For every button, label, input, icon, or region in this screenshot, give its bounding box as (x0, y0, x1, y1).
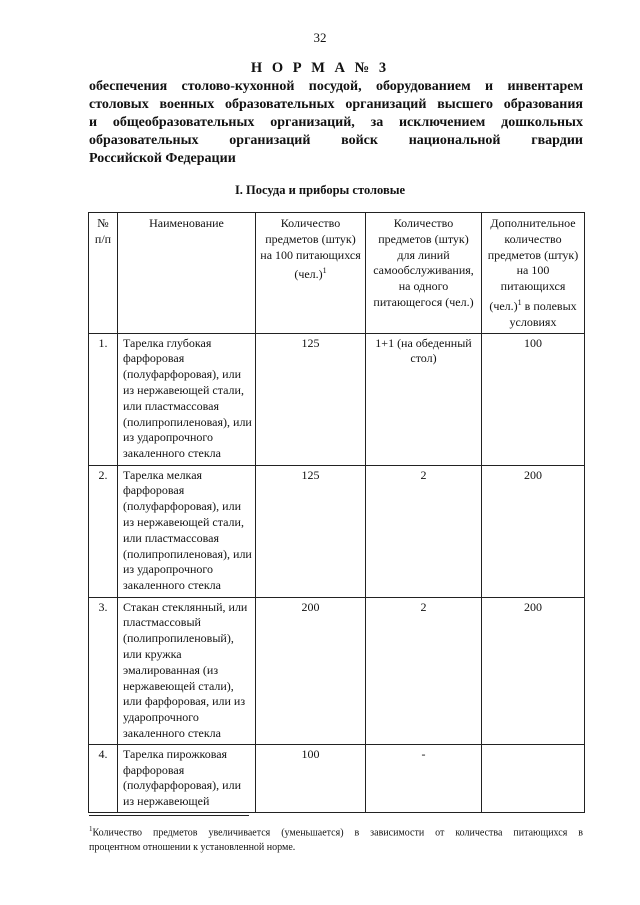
row-name: Тарелка пирожковая фарфоровая (полуфарфоровая), или из нержавеющей (118, 744, 256, 812)
section-title: I. Посуда и приборы столовые (234, 183, 406, 197)
row-per100: 200 (256, 597, 366, 744)
footnote-line: $^1$Количество предметов увеличивается (уменьшается) в зависимости от количества питающихся в (89, 825, 583, 839)
footnote (89, 822, 583, 855)
norm-table (88, 212, 585, 813)
row-per100: 100 (256, 744, 366, 812)
row-selfservice: 1+1 (на обеденный стол) (366, 333, 482, 465)
row-num: 2. (89, 465, 118, 597)
row-num: 4. (89, 744, 118, 812)
subtitle-line: столовых военных образовательных организаций высшего образования (89, 97, 583, 112)
subtitle-line: обеспечения столово-кухонной посудой, оборудованием и инвентарем (89, 79, 583, 94)
row-field: 200 (482, 465, 585, 597)
row-field: 100 (482, 333, 585, 465)
table-row (89, 744, 585, 812)
row-per100: 125 (256, 333, 366, 465)
header-field: Дополнительное количество предметов (штук) на 100 питающихся $(чел.)^1$ в полевых условиях (482, 213, 585, 334)
row-name: Стакан стеклянный, или пластмассовый (полипропиленовый), или кружка эмалированная (из нержавеющей стали), или фарфоровая, или из ударопрочного закаленного стекла (118, 597, 256, 744)
row-name: Тарелка глубокая фарфоровая (полуфарфоровая), или из нержавеющей стали, или пластмассовая (полипропиленовая), или из ударопрочного закаленного стекла (118, 333, 256, 465)
page-number: 32 (313, 30, 327, 45)
subtitle-line: образовательных организаций войск национальной гвардии (89, 133, 583, 148)
row-per100: 125 (256, 465, 366, 597)
row-selfservice: 2 (366, 465, 482, 597)
row-name: Тарелка мелкая фарфоровая (полуфарфоровая), или из нержавеющей стали, или пластмассовая (полипропиленовая), или из ударопрочного закаленного стекла (118, 465, 256, 597)
footnote-line: процентном отношении к установленной норме. (89, 842, 296, 854)
table-row (89, 465, 585, 597)
footnote-mark: 1 (517, 297, 522, 307)
table-header-row (89, 213, 585, 334)
header-name: Наименование (118, 213, 256, 334)
footnote-mark: 1 (89, 825, 93, 833)
footnote-divider (89, 815, 249, 816)
subtitle-line: Российской Федерации (89, 151, 236, 166)
header-per100: Количество предметов (штук) на 100 питающихся $(чел.)^1$ (256, 213, 366, 334)
row-field: 200 (482, 597, 585, 744)
row-field (482, 744, 585, 812)
document-subtitle (89, 78, 583, 168)
header-selfservice: Количество предметов (штук) для линий самообслуживания, на одного питающегося (чел.) (366, 213, 482, 334)
row-selfservice: - (366, 744, 482, 812)
header-num: № п/п (89, 213, 118, 334)
subtitle-line: и общеобразовательных организаций, за исключением дошкольных (89, 115, 583, 130)
row-num: 1. (89, 333, 118, 465)
table-row (89, 333, 585, 465)
footnote-mark: 1 (322, 266, 327, 276)
row-selfservice: 2 (366, 597, 482, 744)
document-heading: Н О Р М А № 3 (250, 60, 390, 76)
row-num: 3. (89, 597, 118, 744)
table-row (89, 597, 585, 744)
